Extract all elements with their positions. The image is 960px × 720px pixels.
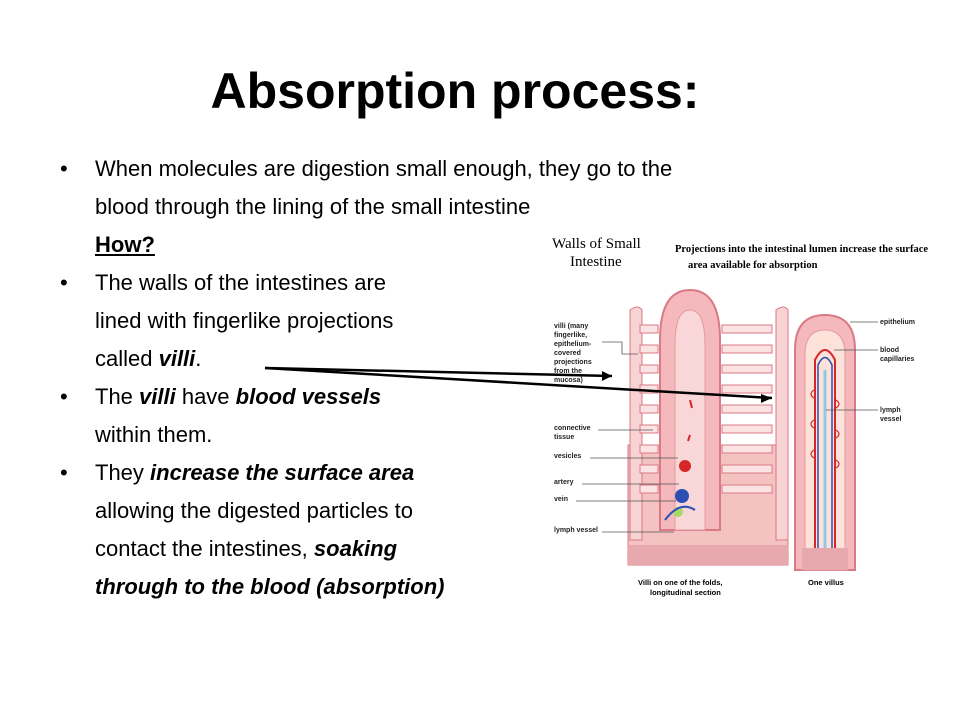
emphasis-absorption: through to the blood (absorption) [95,574,445,599]
text-run: have [175,384,236,409]
bullet-text: When molecules are digestion small enough, they go to the [95,156,673,181]
label-lymph-vessel: lymph vessel [554,527,598,534]
label-artery: artery [554,479,574,486]
bullet-text: The walls of the intestines are [95,270,387,295]
villi-fold-illustration [628,290,788,565]
text-run: . [195,346,202,371]
bullet-text: lined with fingerlike projections [95,308,394,333]
figure-caption: Projections into the intestinal lumen increase the surface [675,244,929,255]
figure-heading: Intestine [570,254,622,270]
label-blood-capillaries: blood [880,347,900,354]
emphasis-villi: villi [158,346,196,371]
text-run: called [95,346,159,371]
label-epithelium: epithelium [880,319,916,326]
bullet-dot: • [60,270,68,295]
artery-dot [679,460,691,472]
label-villi: from the [554,368,582,375]
label-villi: villi (many [554,323,589,330]
label-connective-tissue: tissue [554,434,575,441]
emphasis-villi: villi [139,384,176,409]
label-blood-capillaries: capillaries [880,356,915,363]
right-labels [880,319,915,423]
text-run: They [95,460,151,485]
bullet-text: blood through the lining of the small intestine [95,194,531,219]
label-lymph-vessel-right: vessel [880,416,902,423]
emphasis-blood-vessels: blood vessels [235,384,382,409]
label-vesicles: vesicles [554,453,582,460]
label-villi: mucosa) [554,377,583,384]
figure-caption: area available for absorption [688,260,818,271]
label-villi: epithelium- [554,341,592,348]
caption-villi-fold: Villi on one of the folds, [638,578,723,587]
bullet-dot: • [60,156,68,181]
text-run: The [95,384,140,409]
how-question: How? [95,232,155,257]
label-vein: vein [554,496,569,503]
vein-dot [675,489,689,503]
emphasis-soaking: soaking [313,536,398,561]
bullet-dot: • [60,384,68,409]
caption-one-villus: One villus [808,578,844,587]
figure-heading: Walls of Small [552,236,641,252]
text-run: contact the intestines, [95,536,314,561]
villi-diagram [540,230,950,610]
label-connective-tissue: connective [554,425,591,432]
left-labels [554,323,598,534]
label-villi: projections [554,359,592,366]
label-villi: covered [554,350,581,357]
caption-villi-fold: longitudinal section [650,588,721,597]
label-villi: fingerlike, [554,332,588,339]
bullet-text: within them. [95,422,213,447]
label-lymph-vessel-right: lymph [880,407,901,414]
slide-title: Absorption process: [210,63,700,119]
bullet-item [60,150,880,188]
bullet-dot: • [60,460,68,485]
emphasis-surface-area: increase the surface area [150,460,415,485]
bullet-text: allowing the digested particles to [95,498,413,523]
single-villus-illustration [795,315,855,570]
